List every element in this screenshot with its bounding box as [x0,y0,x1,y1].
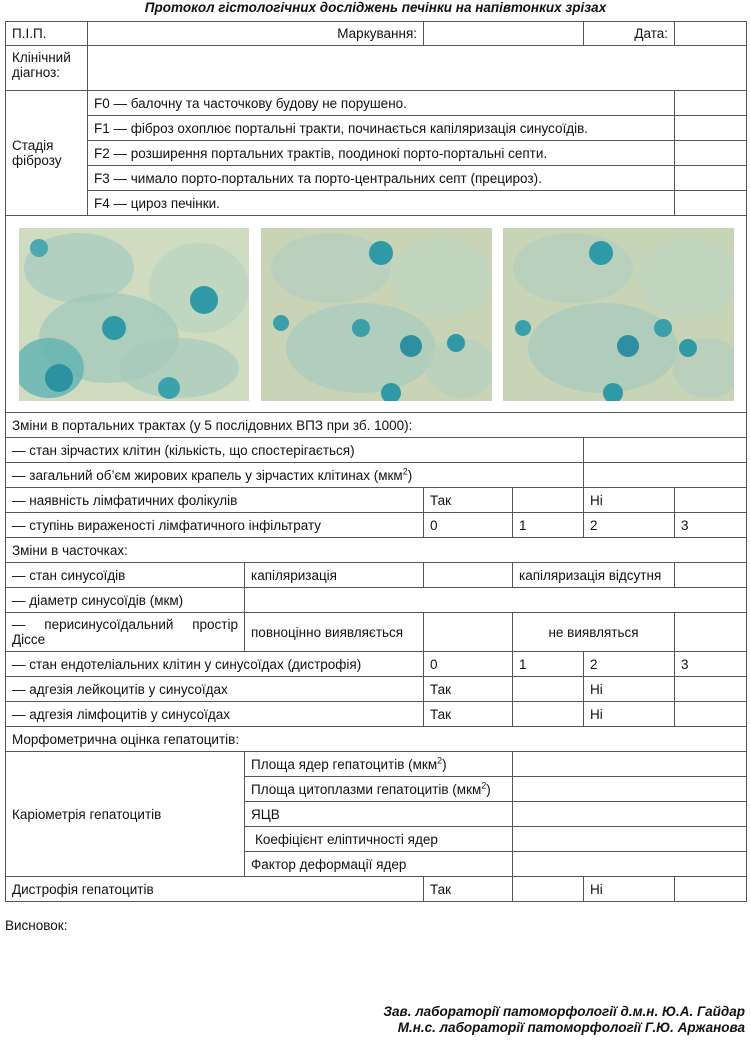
portal-heading-row [6,413,747,438]
nucleus-area-field[interactable] [513,752,747,777]
endothelial-grade-0[interactable]: 0 [424,652,513,677]
unit-close: ) [486,781,491,797]
portal-heading: Зміни в портальних трактах (у 5 послідовних ВПЗ при зб. 1000): [6,413,747,438]
fat-volume-text: — загальний об’єм жирових крапель у зірчастих клітинах (мкм [12,467,403,483]
fibrosis-check-f4[interactable] [675,191,747,216]
fibrosis-check-f1[interactable] [675,116,747,141]
lobule-heading: Зміни в часточках: [6,538,747,563]
leukocyte-yes[interactable]: Так [424,677,513,702]
marking-label: Маркування: [88,22,424,46]
sinusoid-state-label: — стан синусоїдів [6,563,245,588]
kario-label: Каріометрія гепатоцитів [6,752,245,877]
header-row [6,22,747,46]
fibrosis-row [6,191,747,216]
capillarization-box[interactable] [424,563,513,588]
follicles-row [6,488,747,513]
fibrosis-stage-f2: F2 — розширення портальних трактів, поодинокі порто-портальні септи. [88,141,675,166]
conclusion-label: Висновок: [5,918,68,933]
lymphocyte-yes-box[interactable] [513,702,584,727]
dystrophy-yes[interactable]: Так [424,877,513,902]
signature-researcher: М.н.с. лабораторії патоморфології Г.Ю. Аржанова [397,1020,745,1035]
disse-present-box[interactable] [424,613,513,652]
unit-square: 2 [481,780,487,790]
dystrophy-row [6,877,747,902]
dystrophy-no-box[interactable] [675,877,747,902]
pib-label: П.І.П. [6,22,88,46]
lymphocyte-label: — адгезія лімфоцитів у синусоїдах [6,702,424,727]
sinusoid-state-row [6,563,747,588]
fibrosis-check-f2[interactable] [675,141,747,166]
stellate-field[interactable] [584,438,747,463]
fibrosis-label: Стадія фіброзу [6,91,88,216]
infiltrate-grade-2[interactable]: 2 [584,513,675,538]
unit-close: ) [407,467,413,483]
fibrosis-stage-f3: F3 — чимало порто-портальних та порто-центральних септ (прецироз). [88,166,675,191]
nucleus-area-label [245,752,513,777]
images-row [6,216,747,413]
date-label: Дата: [584,22,675,46]
nucleus-area-text: Площа ядер гепатоцитів (мкм [251,756,438,772]
micrograph-1 [19,228,249,401]
cyto-area-text: Площа цитоплазми гепатоцитів (мкм [251,781,482,797]
dystrophy-label: Дистрофія гепатоцитів [6,877,424,902]
sinusoid-diameter-label: — діаметр синусоїдів (мкм) [6,588,245,613]
infiltrate-label: — ступінь вираженості лімфатичного інфільтрату [6,513,424,538]
fibrosis-stage-f1: F1 — фіброз охоплює портальні тракти, починається капіляризація синусоїдів. [88,116,675,141]
endothelial-grade-3[interactable]: 3 [675,652,747,677]
marking-field[interactable] [424,22,584,46]
yacv-field[interactable] [513,802,747,827]
endothelial-grade-2[interactable]: 2 [584,652,675,677]
deform-label: Фактор деформації ядер [245,852,513,877]
sinusoid-diameter-row [6,588,747,613]
micrographs [6,216,747,413]
lymphocyte-yes[interactable]: Так [424,702,513,727]
fat-volume-label [6,463,584,488]
fibrosis-stage-f0: F0 — балочну та часточкову будову не порушено. [88,91,675,116]
unit-square: 2 [437,755,443,765]
signature-head: Зав. лабораторії патоморфології д.м.н. Ю.А. Гайдар [383,1004,745,1019]
leukocyte-no[interactable]: Ні [584,677,675,702]
diagnosis-label: Клінічний діагноз: [6,46,88,91]
infiltrate-row [6,513,747,538]
fibrosis-row [6,141,747,166]
endothelial-grade-1[interactable]: 1 [513,652,584,677]
capillarization-option[interactable]: капіляризація [245,563,424,588]
stellate-label: — стан зірчастих клітин (кількість, що спостерігається) [6,438,584,463]
fibrosis-check-f0[interactable] [675,91,747,116]
fibrosis-row [6,91,747,116]
ellipse-label: Коефіцієнт еліптичності ядер [245,827,513,852]
morph-heading: Морфометрична оцінка гепатоцитів: [6,727,747,752]
follicles-label: — наявність лімфатичних фолікулів [6,488,424,513]
disse-label: — перисинусоїдальний простір Діссе [6,613,245,652]
cyto-area-label [245,777,513,802]
fibrosis-row [6,116,747,141]
fat-volume-row [6,463,747,488]
follicles-no[interactable]: Ні [584,488,675,513]
follicles-no-box[interactable] [675,488,747,513]
fibrosis-check-f3[interactable] [675,166,747,191]
disse-absent-box[interactable] [675,613,747,652]
endothelial-row [6,652,747,677]
lymphocyte-row [6,702,747,727]
dystrophy-no[interactable]: Ні [584,877,675,902]
infiltrate-grade-1[interactable]: 1 [513,513,584,538]
date-field[interactable] [675,22,747,46]
follicles-yes-box[interactable] [513,488,584,513]
disse-present-option[interactable]: повноцінно виявляється [245,613,424,652]
leukocyte-row [6,677,747,702]
fibrosis-stage-f4: F4 — цироз печінки. [88,191,675,216]
cyto-area-field[interactable] [513,777,747,802]
lymphocyte-no-box[interactable] [675,702,747,727]
dystrophy-yes-box[interactable] [513,877,584,902]
lobule-heading-row [6,538,747,563]
lymphocyte-no[interactable]: Ні [584,702,675,727]
capillarization-absent-option[interactable]: капіляризація відсутня [513,563,675,588]
leukocyte-no-box[interactable] [675,677,747,702]
infiltrate-grade-0[interactable]: 0 [424,513,513,538]
fat-volume-field[interactable] [584,463,747,488]
protocol-table [5,21,747,902]
follicles-yes[interactable]: Так [424,488,513,513]
stellate-row [6,438,747,463]
kario-row [6,752,747,777]
disse-row [6,613,747,652]
unit-square: 2 [402,466,408,476]
deform-field[interactable] [513,852,747,877]
yacv-label: ЯЦВ [245,802,513,827]
endothelial-label: — стан ендотеліальних клітин у синусоїдах (дистрофія) [6,652,424,677]
fibrosis-row [6,166,747,191]
sinusoid-diameter-field[interactable] [245,588,747,613]
page-title: Протокол гістологічних досліджень печінки на напівтонких зрізах [144,0,607,15]
micrograph-2 [261,228,492,401]
micrograph-3 [503,228,734,401]
diagnosis-row [6,46,747,91]
leukocyte-label: — адгезія лейкоцитів у синусоїдах [6,677,424,702]
leukocyte-yes-box[interactable] [513,677,584,702]
morph-heading-row [6,727,747,752]
infiltrate-grade-3[interactable]: 3 [675,513,747,538]
diagnosis-field[interactable] [88,46,747,91]
capillarization-absent-box[interactable] [675,563,747,588]
disse-absent-option[interactable]: не виявляться [513,613,675,652]
unit-close: ) [442,756,447,772]
ellipse-field[interactable] [513,827,747,852]
